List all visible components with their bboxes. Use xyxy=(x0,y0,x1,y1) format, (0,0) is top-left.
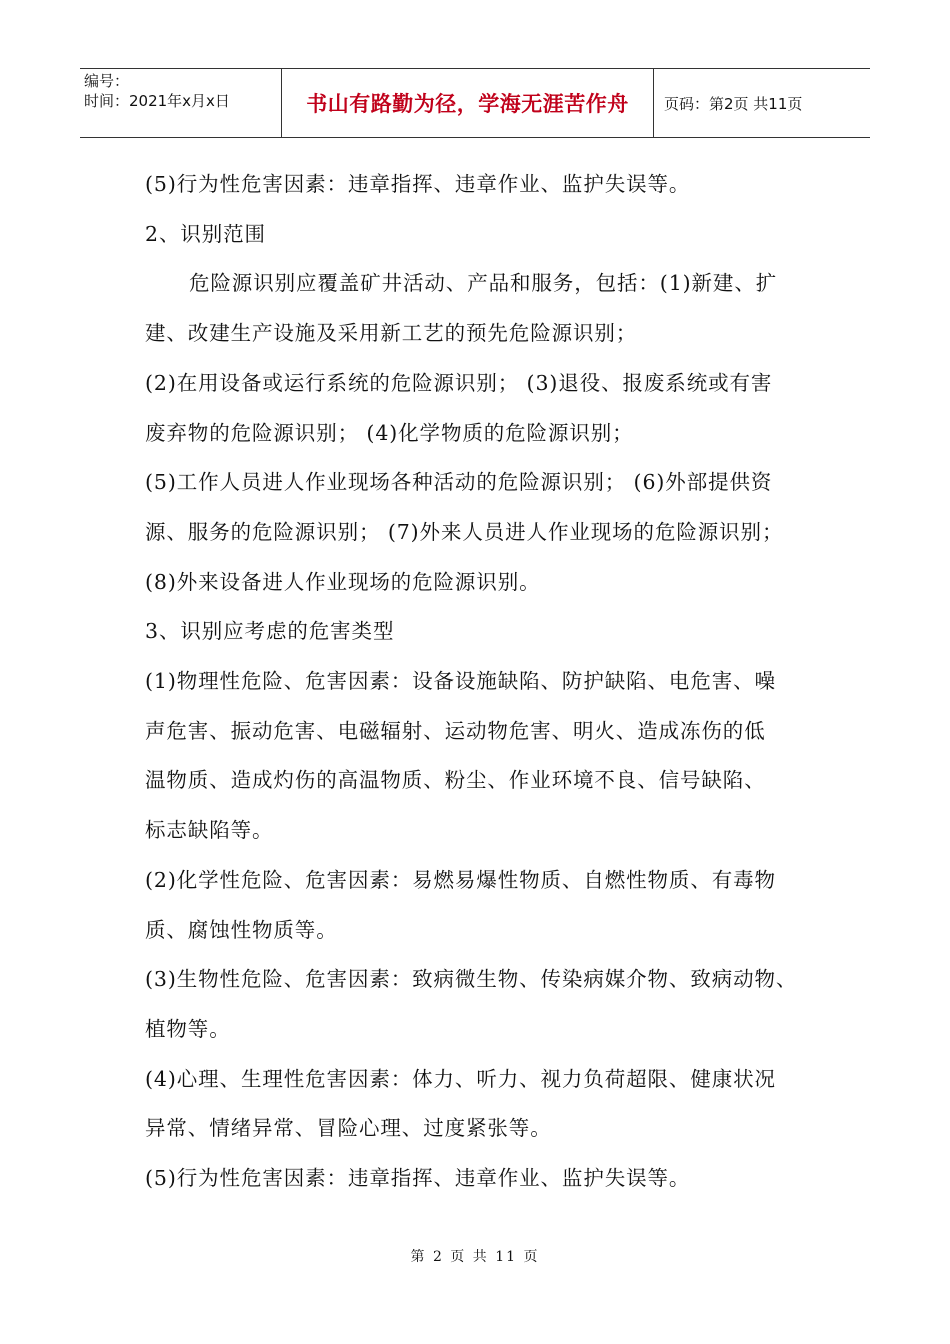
section-heading: 3、识别应考虑的危害类型 xyxy=(145,619,395,644)
body-line: (5)行为性危害因素：违章指挥、违章作业、监护失误等。 xyxy=(145,1166,691,1191)
body-line: 标志缺陷等。 xyxy=(145,818,274,843)
body-line: (4)心理、生理性危害因素：体力、听力、视力负荷超限、健康状况 xyxy=(145,1066,776,1091)
body-line: 异常、情绪异常、冒险心理、过度紧张等。 xyxy=(145,1116,552,1141)
body-line: (1)物理性危险、危害因素：设备设施缺陷、防护缺陷、电危害、噪 xyxy=(145,669,776,694)
header-page-info: 页码：第2页 共11页 xyxy=(664,94,803,113)
body-line: 声危害、振动危害、电磁辐射、运动物危害、明火、造成冻伤的低 xyxy=(145,718,766,743)
body-line: 废弃物的危险源识别； (4)化学物质的危险源识别； xyxy=(145,420,634,445)
page-header xyxy=(80,68,870,138)
document-number-label: 编号： xyxy=(84,72,130,90)
body-line: 植物等。 xyxy=(145,1016,231,1041)
body-line: (3)生物性危险、危害因素：致病微生物、传染病媒介物、致病动物、 xyxy=(145,967,798,992)
body-line: 建、改建生产设施及采用新工艺的预先危险源识别； xyxy=(145,321,638,346)
body-line: (2)在用设备或运行系统的危险源识别； (3)退役、报废系统或有害 xyxy=(145,370,773,395)
body-line: 质、腐蚀性物质等。 xyxy=(145,917,338,942)
page-footer: 第 2 页 共 11 页 xyxy=(410,1249,540,1265)
body-line: (2)化学性危险、危害因素：易燃易爆性物质、自燃性物质、有毒物 xyxy=(145,867,776,892)
body-line: (8)外来设备进人作业现场的危险源识别。 xyxy=(145,569,541,594)
header-meta xyxy=(80,69,282,137)
body-line: 源、服务的危险源识别； (7)外来人员进人作业现场的危险源识别； xyxy=(145,519,784,544)
section-heading: 2、识别范围 xyxy=(145,221,266,246)
header-motto: 书山有路勤为径，学海无涯苦作舟 xyxy=(282,69,654,137)
body-line: 温物质、造成灼伤的高温物质、粉尘、作业环境不良、信号缺陷、 xyxy=(145,768,766,793)
body-line: (5)行为性危害因素：违章指挥、违章作业、监护失误等。 xyxy=(145,172,691,196)
document-date-label: 时间：2021年x月x日 xyxy=(84,92,230,110)
body-line: (5)工作人员进人作业现场各种活动的危险源识别； (6)外部提供资 xyxy=(145,470,773,495)
document-body xyxy=(145,160,825,1204)
body-line: 危险源识别应覆盖矿井活动、产品和服务，包括：(1)新建、扩 xyxy=(189,271,778,296)
